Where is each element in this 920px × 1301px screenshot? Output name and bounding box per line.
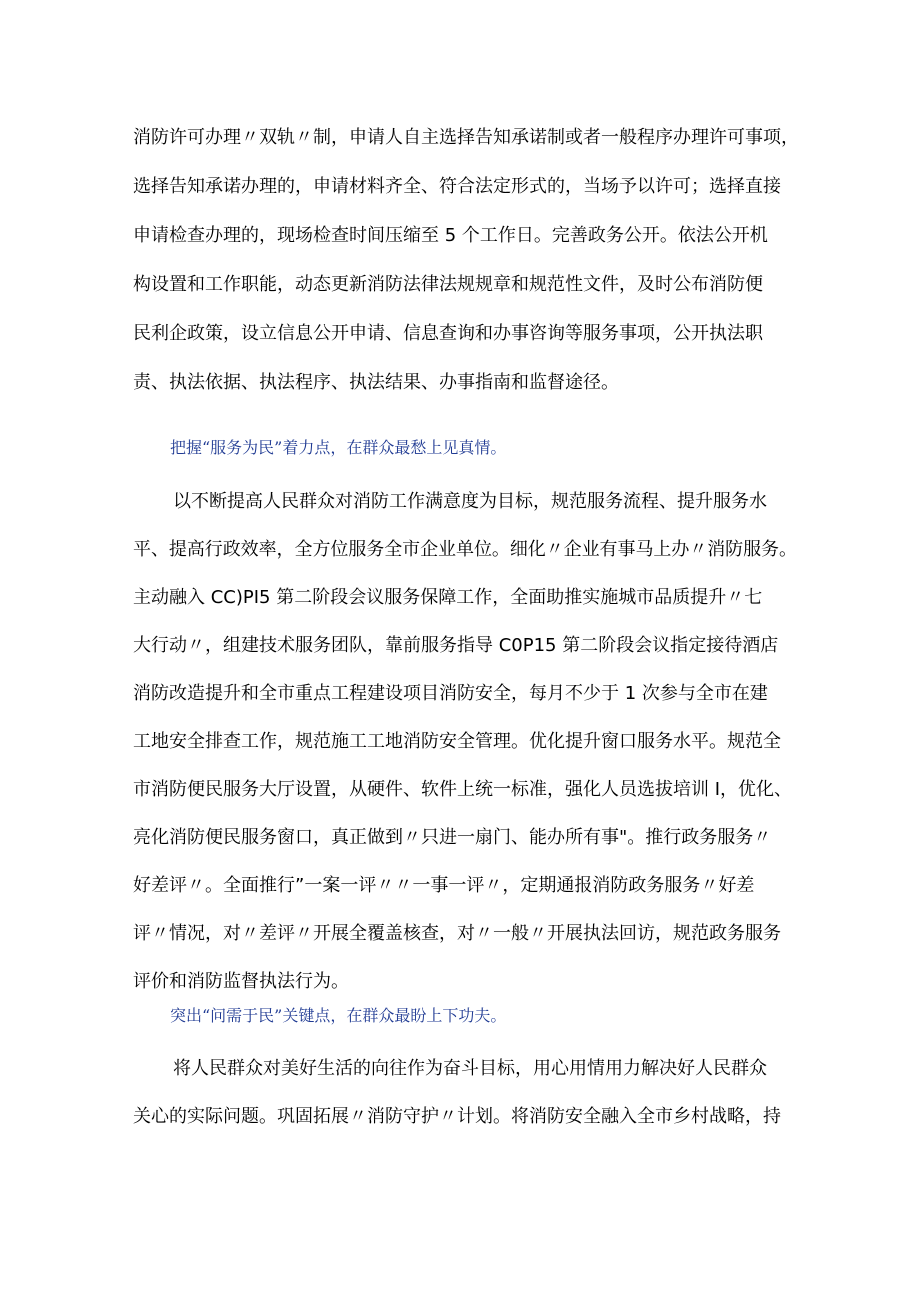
paragraph2-line-5: 消防改造提升和全市重点工程建设项目消防安全，每月不少于 1 次参与全市在建 [133, 683, 768, 704]
section-heading-2: 突出“问需于民”关键点，在群众最盼上下功夫。 [170, 1006, 507, 1025]
paragraph2-line-8: 亮化消防便民服务窗口，真正做到〃只进一扇门、能办所有事"。推行政务服务〃 [133, 827, 772, 848]
section-heading-1: 把握“服务为民”着力点，在群众最愁上见真情。 [170, 438, 507, 457]
paragraph3-line-1: 将人民群众对美好生活的向往作为奋斗目标，用心用情用力解决好人民群众 [173, 1058, 767, 1079]
paragraph2-line-11: 评价和消防监督执法行为。 [133, 971, 349, 992]
paragraph2-line-9: 好差评〃。全面推行”一案一评〃〃一事一评〃，定期通报消防政务服务〃好差 [133, 875, 755, 896]
paragraph2-line-2: 平、提高行政效率，全方位服务全市企业单位。细化〃企业有事马上办〃消防服务。 [133, 539, 797, 560]
paragraph2-line-6: 工地安全排查工作，规范施工工地消防安全管理。优化提升窗口服务水平。规范全 [133, 731, 781, 752]
paragraph1-line-4: 构设置和工作职能，动态更新消防法律法规规章和规范性文件，及时公布消防便 [133, 274, 763, 295]
paragraph1-line-5: 民利企政策，设立信息公开申请、信息查询和办事咨询等服务事项，公开执法职 [133, 323, 763, 344]
paragraph3-line-2: 关心的实际问题。巩固拓展〃消防守护〃计划。将消防安全融入全市乡村战略，持 [133, 1106, 781, 1127]
paragraph1-line-3: 申请检查办理的，现场检查时间压缩至 5 个工作日。完善政务公开。依法公开机 [133, 225, 768, 246]
paragraph1-line-2: 选择告知承诺办理的，申请材料齐全、符合法定形式的，当场予以许可；选择直接 [133, 176, 781, 197]
paragraph2-line-10: 评〃情况，对〃差评〃开展全覆盖核查，对〃一般〃开展执法回访，规范政务服务 [133, 923, 781, 944]
paragraph2-line-4: 大行动〃，组建技术服务团队，靠前服务指导 C0P15 第二阶段会议指定接待酒店 [133, 635, 779, 656]
paragraph2-line-3: 主动融入 CC)PI5 第二阶段会议服务保障工作，全面助推实施城市品质提升〃七 [133, 587, 763, 608]
paragraph1-line-1: 消防许可办理〃双轨〃制，申请人自主选择告知承诺制或者一般程序办理许可事项， [133, 127, 799, 148]
paragraph2-line-1: 以不断提高人民群众对消防工作满意度为目标，规范服务流程、提升服务水 [173, 491, 767, 512]
paragraph2-line-7: 市消防便民服务大厅设置，从硬件、软件上统一标准，强化人员选拔培训 I，优化、 [133, 779, 793, 800]
paragraph1-line-6: 责、执法依据、执法程序、执法结果、办事指南和监督途径。 [133, 372, 619, 393]
